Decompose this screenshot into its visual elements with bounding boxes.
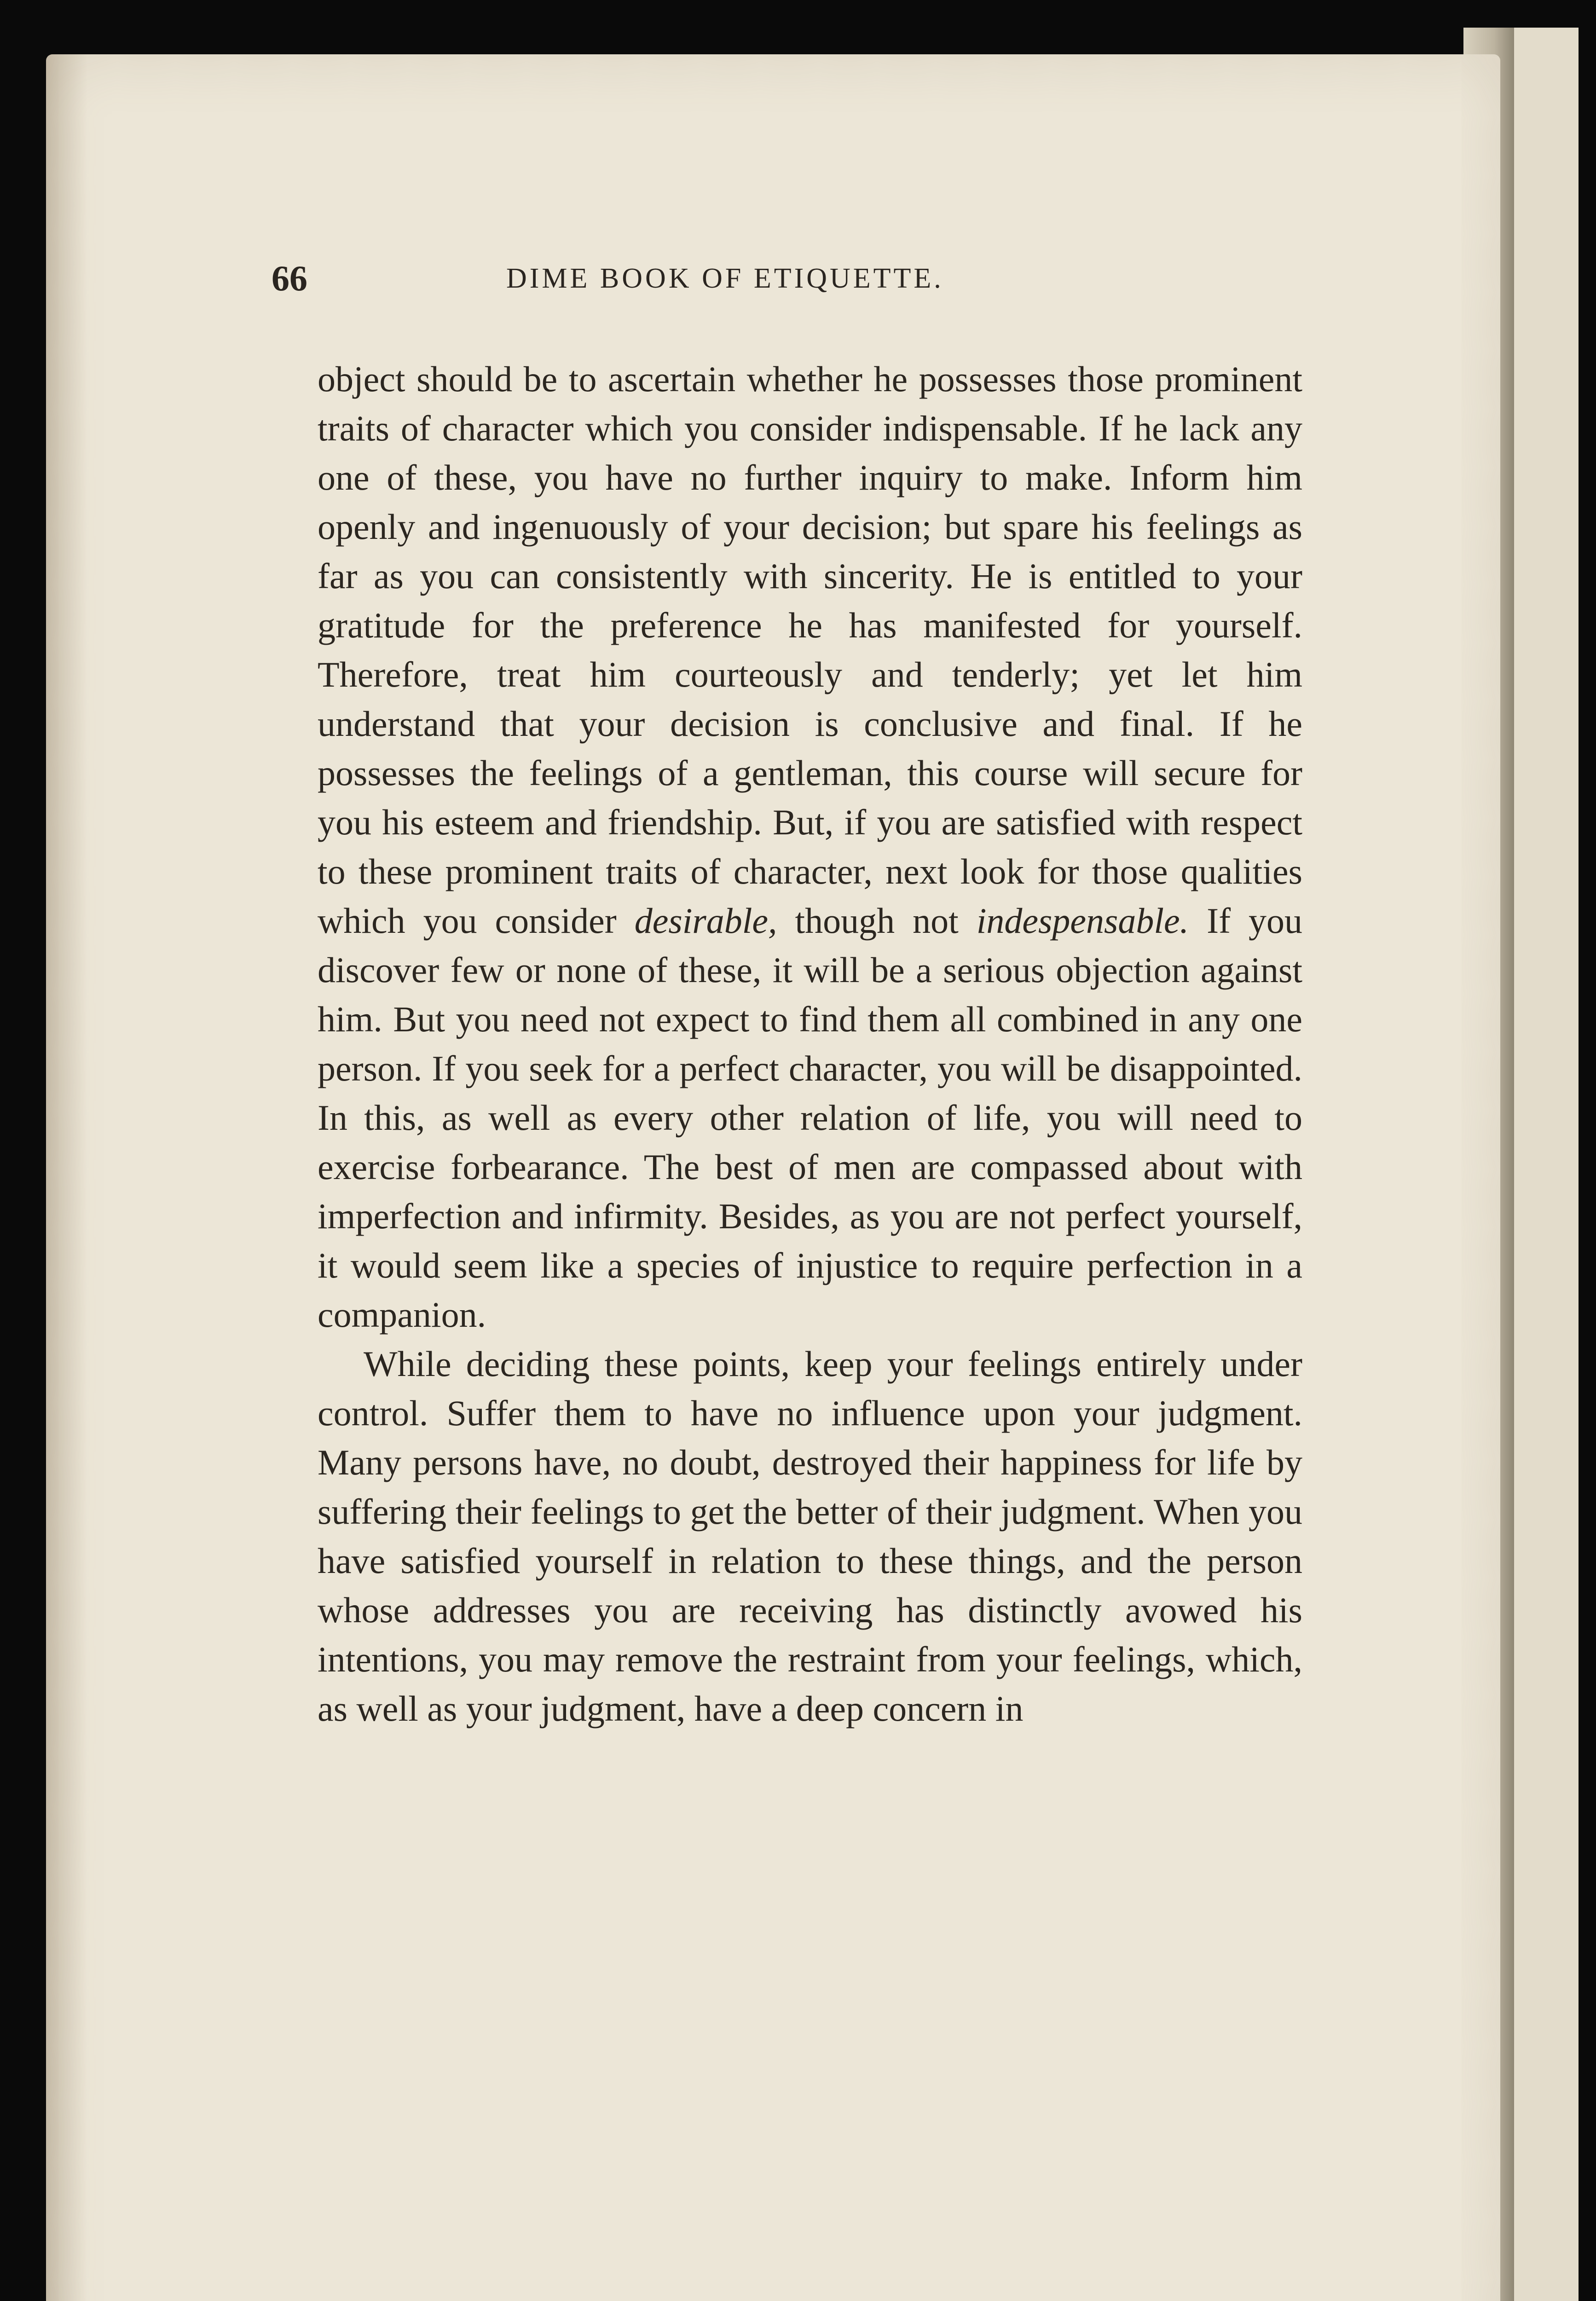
page-edge-shadow bbox=[46, 54, 87, 2301]
paragraph-1-part-c: If you discover few or none of these, it will be a serious objection against him. But you need not expect to find them all combined in any one person. If you seek for a perfect character, you will be disappointed. In this, as well as every other relation of life, you will need to exercise forbearance. The best of men are compassed about with imperfection and infirmity. Besides, as you are not perfect yourself, it would seem like a species of injustice to require perfection in a companion. bbox=[318, 901, 1302, 1335]
body-text bbox=[318, 354, 1302, 1733]
page-header bbox=[272, 258, 1146, 308]
paragraph-2: While deciding these points, keep your feelings entirely under control. Suffer them to have no influence upon your judgment. Many persons have, no doubt, destroyed their happiness for life by suffering their feelings to get the better of their judgment. When you have satisfied yourself in relation to these things, and the person whose addresses you are receiving has distinctly avowed his intentions, you may remove the restraint from your feelings, which, as well as your judgment, have a deep concern in bbox=[318, 1344, 1302, 1729]
emphasis-indespensable: indespensable. bbox=[976, 901, 1189, 941]
emphasis-desirable: desirable, bbox=[634, 901, 777, 941]
paragraph-1 bbox=[318, 354, 1302, 1339]
running-head: DIME BOOK OF ETIQUETTE. bbox=[506, 263, 944, 294]
paragraph-1-part-a: object should be to ascertain whether he possesses those prominent traits of character which you consider indispensable. If he lack any one of these, you have no further inquiry to make. Inform him openly and ingenuously of your decision; but spare his feelings as far as you can consistently with sincerity. He is entitled to your gratitude for the preference he has manifested for yourself. Therefore, treat him courteously and tenderly; yet let him understand that your decision is conclusive and final. If he possesses the feelings of a gentleman, this course will secure for you his esteem and friendship. But, if you are satisfied with respect to these prominent traits of character, next look for those qualities which you consider bbox=[318, 359, 1302, 941]
paragraph-1-part-b: though not bbox=[777, 901, 977, 941]
facing-page-edge bbox=[1514, 28, 1579, 2301]
page-number: 66 bbox=[272, 258, 307, 298]
